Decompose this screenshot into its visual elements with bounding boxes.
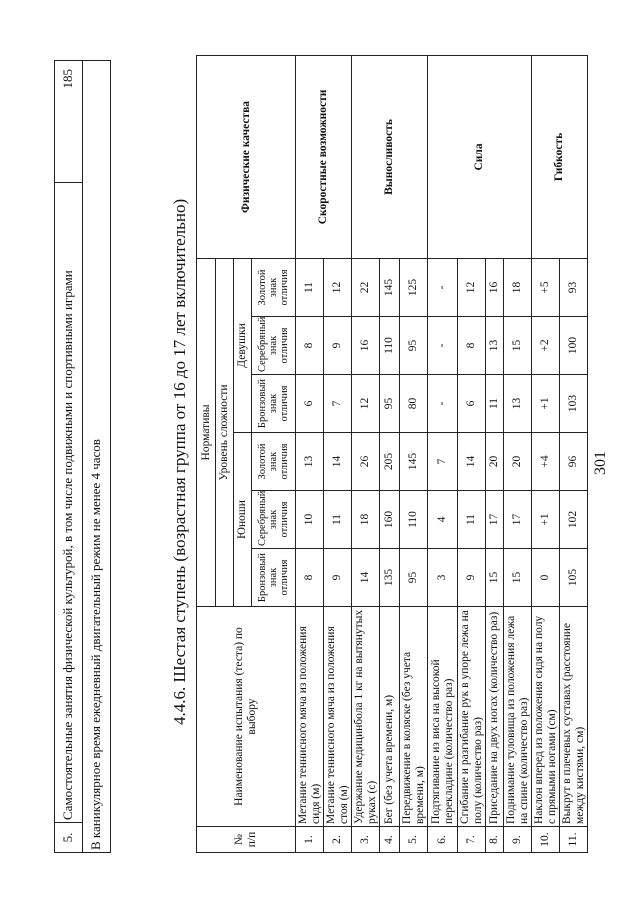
test-name: Поднимание туловища из положения лежа на спине (количество раз) (504, 607, 532, 827)
value-boys-gold: 7 (428, 433, 458, 491)
header-girls: Девушки (234, 258, 252, 432)
value-girls-bronze: 95 (380, 375, 400, 433)
test-name: Метание теннисного мяча из положения сидя (м) (296, 607, 324, 827)
table-row (296, 55, 324, 852)
activity-text: В каникулярное время ежедневный двигательный режим не менее 4 часов (83, 61, 111, 853)
value-girls-silver: 110 (380, 317, 400, 375)
test-name: Передвижение в коляске (без учета времени, м) (400, 607, 428, 827)
value-girls-silver: 8 (458, 317, 486, 375)
test-name: Бег (без учета времени, м) (380, 607, 400, 827)
row-number: 8. (486, 827, 504, 853)
value-boys-gold: 14 (324, 433, 352, 491)
value-boys-gold: 14 (458, 433, 486, 491)
value-boys-gold: 96 (560, 433, 588, 491)
activity-text: Самостоятельные занятия физической культурой, в том числе подвижными и спортивными играми (55, 183, 83, 823)
value-girls-silver: 9 (324, 317, 352, 375)
value-boys-bronze: 135 (380, 549, 400, 607)
value-girls-silver: +2 (532, 317, 560, 375)
row-number: 5. (400, 827, 428, 853)
value-girls-silver: - (428, 317, 458, 375)
row-number: 3. (352, 827, 380, 853)
value-girls-bronze: 6 (458, 375, 486, 433)
value-girls-bronze: 7 (324, 375, 352, 433)
value-boys-bronze: 9 (458, 549, 486, 607)
value-girls-gold: 16 (486, 258, 504, 316)
value-boys-silver: 110 (400, 491, 428, 549)
value-girls-gold: 22 (352, 258, 380, 316)
test-name: Наклон вперед из положения сидя на полу с прямыми ногами (см) (532, 607, 560, 827)
value-girls-gold: - (428, 258, 458, 316)
value-boys-bronze: 95 (400, 549, 428, 607)
value-boys-silver: 10 (296, 491, 324, 549)
header-gold: Золотой знак отличия (252, 258, 296, 316)
value-boys-bronze: 3 (428, 549, 458, 607)
quality-endurance: Выносливость (352, 55, 428, 258)
value-boys-silver: 11 (458, 491, 486, 549)
value-girls-gold: 125 (400, 258, 428, 316)
header-number: № п/п (197, 827, 296, 853)
value-boys-bronze: 0 (532, 549, 560, 607)
header-complexity: Уровень сложности (216, 258, 234, 606)
value-girls-gold: 12 (324, 258, 352, 316)
value-girls-silver: 16 (352, 317, 380, 375)
test-name: Подтягивание из виса на высокой перекладине (количество раз) (428, 607, 458, 827)
row-number: 5. (55, 823, 83, 853)
table-row (532, 55, 560, 852)
value-girls-silver: 100 (560, 317, 588, 375)
test-name: Приседание на двух ногах (количество раз) (486, 607, 504, 827)
row-number: 1. (296, 827, 324, 853)
header-normatives: Нормативы (197, 258, 216, 606)
value-boys-silver: 18 (352, 491, 380, 549)
value-girls-bronze: 103 (560, 375, 588, 433)
value-boys-silver: 160 (380, 491, 400, 549)
test-name: Метание теннисного мяча из положения стоя (м) (324, 607, 352, 827)
value-girls-silver: 95 (400, 317, 428, 375)
value-boys-gold: +4 (532, 433, 560, 491)
value-boys-silver: 17 (504, 491, 532, 549)
header-silver: Серебряный знак отличия (252, 317, 296, 375)
value-boys-gold: 20 (486, 433, 504, 491)
value-girls-gold: 18 (504, 258, 532, 316)
row-number: 7. (458, 827, 486, 853)
quality-flexibility: Гибкость (532, 55, 588, 258)
value-girls-gold: 12 (458, 258, 486, 316)
table-row (55, 61, 83, 853)
row-number: 4. (380, 827, 400, 853)
test-name: Выкрут в плечевых суставах (расстояние между кистями, см) (560, 607, 588, 827)
value-boys-bronze: 15 (486, 549, 504, 607)
value-boys-silver: 17 (486, 491, 504, 549)
value-girls-bronze: 13 (504, 375, 532, 433)
header-boys: Юноши (234, 433, 252, 607)
value-boys-gold: 13 (296, 433, 324, 491)
quality-speed: Скоростные возможности (296, 55, 352, 258)
row-number: 11. (560, 827, 588, 853)
value-girls-bronze: 12 (352, 375, 380, 433)
value-girls-bronze: +1 (532, 375, 560, 433)
activity-table (54, 60, 111, 853)
value-boys-bronze: 8 (296, 549, 324, 607)
value-boys-bronze: 9 (324, 549, 352, 607)
value-girls-bronze: - (428, 375, 458, 433)
test-name: Сгибание и разгибание рук в упоре лежа на полу (количество раз) (458, 607, 486, 827)
value-boys-bronze: 105 (560, 549, 588, 607)
header-test-name: Наименование испытания (теста) по выбору (197, 607, 296, 827)
value-boys-silver: 102 (560, 491, 588, 549)
value-girls-bronze: 80 (400, 375, 428, 433)
header-gold: Золотой знак отличия (252, 433, 296, 491)
value-girls-silver: 8 (296, 317, 324, 375)
value-boys-silver: +1 (532, 491, 560, 549)
row-number: 6. (428, 827, 458, 853)
row-number: 10. (532, 827, 560, 853)
value-girls-bronze: 11 (486, 375, 504, 433)
header-bronze: Бронзовый знак отличия (252, 549, 296, 607)
value-boys-silver: 11 (324, 491, 352, 549)
value-boys-bronze: 15 (504, 549, 532, 607)
table-row (428, 55, 458, 852)
normatives-table (196, 55, 588, 853)
header-bronze: Бронзовый знак отличия (252, 375, 296, 433)
value-boys-gold: 26 (352, 433, 380, 491)
test-name: Удержание медицинбола 1 кг на вытянутых руках (с) (352, 607, 380, 827)
table-row (83, 61, 111, 853)
value-girls-silver: 15 (504, 317, 532, 375)
quality-strength: Сила (428, 55, 532, 258)
value-boys-gold: 20 (504, 433, 532, 491)
value-girls-gold: 145 (380, 258, 400, 316)
table-row (352, 55, 380, 852)
row-number: 2. (324, 827, 352, 853)
value-girls-gold: 11 (296, 258, 324, 316)
header-qualities: Физические качества (197, 55, 296, 258)
value-boys-gold: 205 (380, 433, 400, 491)
activity-value: 185 (55, 61, 83, 183)
page-number: 301 (592, 451, 609, 475)
value-boys-silver: 4 (428, 491, 458, 549)
header-silver: Серебряный знак отличия (252, 491, 296, 549)
value-boys-bronze: 14 (352, 549, 380, 607)
table-header-row (197, 55, 216, 852)
value-girls-gold: 93 (560, 258, 588, 316)
value-girls-bronze: 6 (296, 375, 324, 433)
value-girls-gold: +5 (532, 258, 560, 316)
row-number: 9. (504, 827, 532, 853)
section-heading: 4.4.6. Шестая ступень (возрастная группа от 16 до 17 лет включительно) (170, 198, 189, 725)
value-girls-silver: 13 (486, 317, 504, 375)
value-boys-gold: 145 (400, 433, 428, 491)
